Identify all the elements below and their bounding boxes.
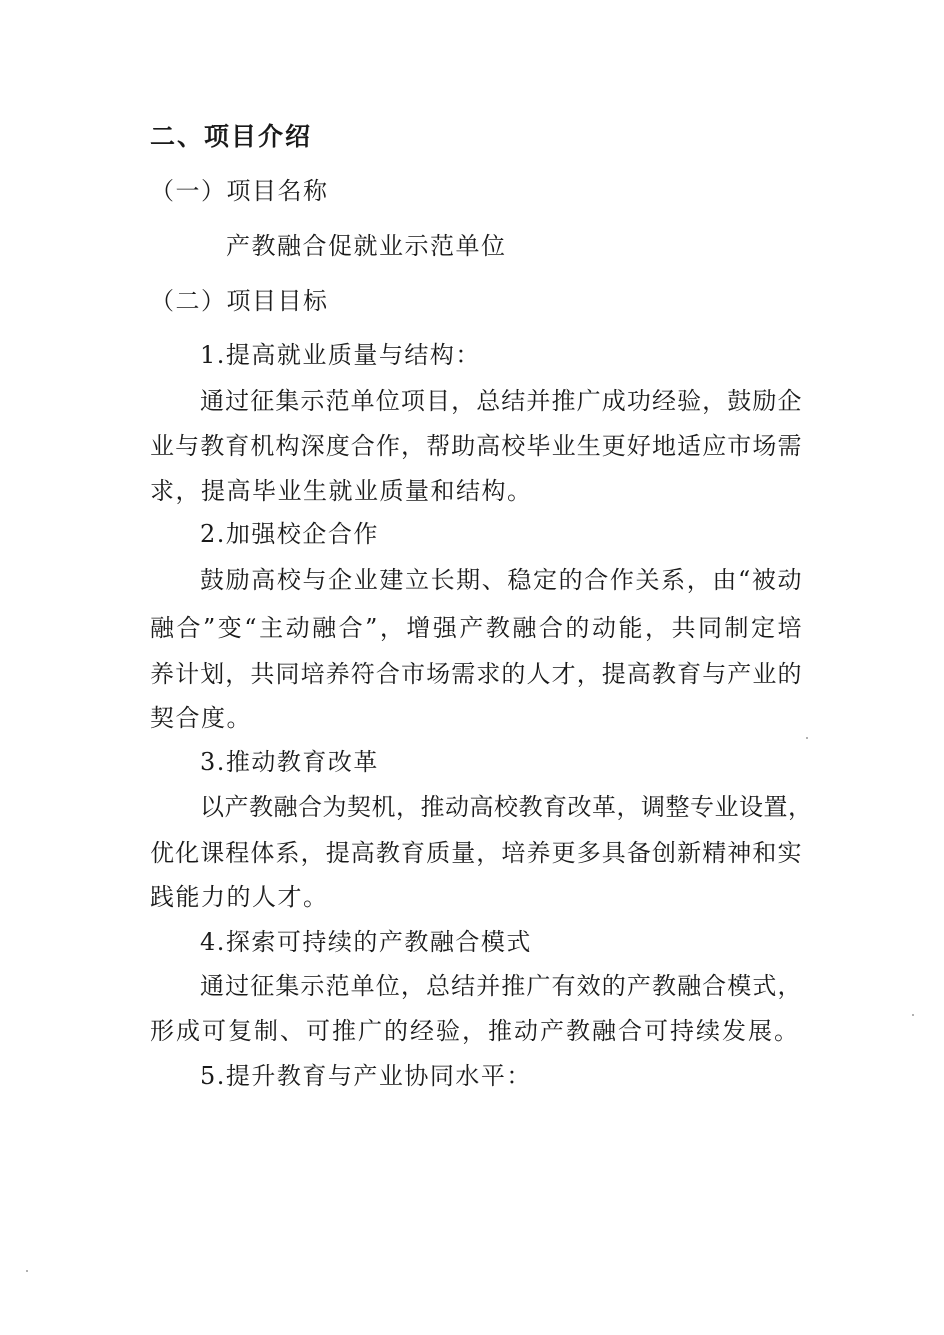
goal-2-line-1: 鼓励高校与企业建立长期、稳定的合作关系，由“被动 [200,566,802,594]
scan-speck [26,1270,28,1272]
goal-3-line-1: 以产教融合为契机，推动高校教育改革，调整专业设置， [200,793,813,821]
subsection-title-project-name: （一）项目名称 [150,177,329,205]
goal-2-line-3: 养计划，共同培养符合市场需求的人才，提高教育与产业的 [150,660,802,688]
goal-3-line-3: 践能力的人才。 [150,883,329,911]
scan-speck [806,737,808,739]
goal-3-title: 3.推动教育改革 [200,748,379,776]
section-heading: 二、项目介绍 [150,122,313,151]
goal-2-title: 2.加强校企合作 [200,520,379,548]
goal-3-line-2: 优化课程体系，提高教育质量，培养更多具备创新精神和实 [150,839,802,867]
goal-2-line-2: 融合”变“主动融合”，增强产教融合的动能，共同制定培 [150,614,802,642]
subsection-title-project-goals: （二）项目目标 [150,287,329,315]
goal-4-line-1: 通过征集示范单位，总结并推广有效的产教融合模式， [200,972,802,1000]
goal-4-title: 4.探索可持续的产教融合模式 [200,928,532,956]
goal-1-line-3: 求，提高毕业生就业质量和结构。 [150,477,533,505]
goal-1-line-2: 业与教育机构深度合作，帮助高校毕业生更好地适应市场需 [150,432,802,460]
scan-speck [912,1014,914,1016]
project-name-text: 产教融合促就业示范单位 [226,232,507,260]
goal-4-line-2: 形成可复制、可推广的经验，推动产教融合可持续发展。 [150,1017,800,1045]
goal-2-line-4: 契合度。 [150,704,252,732]
goal-1-line-1: 通过征集示范单位项目，总结并推广成功经验，鼓励企 [200,387,802,415]
goal-5-title: 5.提升教育与产业协同水平： [200,1062,532,1090]
goal-1-title: 1.提高就业质量与结构： [200,341,481,369]
